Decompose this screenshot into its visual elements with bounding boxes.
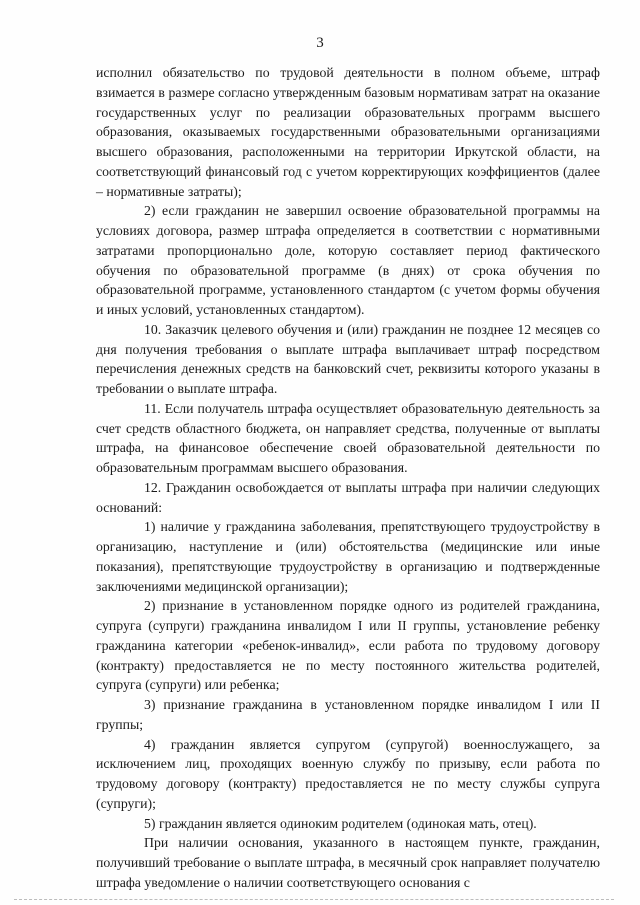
paragraph-ground-4: 4) гражданин является супругом (супругой) военнослужащего, за исключением лиц, проходящих военную службу по призыву, если работа по трудовому договору (контракту) предоставляется не по месту службы супруга (супруги);: [96, 736, 600, 811]
scan-edge-line: [14, 899, 614, 900]
paragraph-continuation: исполнил обязательство по трудовой деятельности в полном объеме, штраф взимается в размере согласно утвержденным базовым нормативам затрат на оказание государственных услуг по реализации образовательных программ высшего образования, оказываемых государственными образовательными организациями высшего образования, расположенными на территории Иркутской области, на соответствующий финансовый год с учетом корректирующих коэффициентов (далее – нормативные затраты);: [96, 65, 600, 199]
paragraph-ground-5: 5) гражданин является одиноким родителем (одинокая мать, отец).: [144, 815, 537, 831]
paragraph-clause-12: 12. Гражданин освобождается от выплаты штрафа при наличии следующих оснований:: [96, 479, 600, 515]
paragraph-ground-3: 3) признание гражданина в установленном порядке инвалидом I или II группы;: [96, 697, 600, 732]
paragraph-clause-11: 11. Если получатель штрафа осуществляет образовательную деятельность за счет средств областного бюджета, он направляет средства, полученные от выплаты штрафа, на финансовое обеспечение своей образовательной деятельности по образовательным программам высшего образования.: [96, 400, 600, 475]
paragraph-ground-1: 1) наличие у гражданина заболевания, препятствующего трудоустройству в организацию, наступление и (или) обстоятельства (медицинские или иные показания), препятствующие трудоустройству в организацию и подтвержденные заключениями медицинской организации);: [96, 519, 600, 594]
document-body: [96, 63, 600, 893]
paragraph-notification: При наличии основания, указанного в настоящем пункте, гражданин, получивший требование о выплате штрафа, в месячный срок направляет получателю штрафа уведомление о наличии соответствующего основания с: [96, 835, 600, 890]
page-number: 3: [316, 35, 324, 51]
paragraph-clause-10: 10. Заказчик целевого обучения и (или) гражданин не позднее 12 месяцев со дня получения требования о выплате штрафа выплачивает штраф посредством перечисления денежных средств на банковский счет, реквизиты которого указаны в требовании о выплате штрафа.: [96, 321, 600, 396]
paragraph-item-2: 2) если гражданин не завершил освоение образовательной программы на условиях договора, размер штрафа определяется в соответствии с нормативными затратами пропорционально доле, которую составляет период фактического обучения по образовательной программе (в днях) от срока обучения по образовательной программе, установленного стандартом (с учетом формы обучения и иных условий, установленных стандартом).: [96, 203, 600, 317]
paragraph-ground-2: 2) признание в установленном порядке одного из родителей гражданина, супруга (супруги) гражданина инвалидом I или II группы, установление ребенку гражданина категории «ребенок-инвалид», если работа по трудовому договору (контракту) предоставляется не по месту постоянного жительства родителей, супруга (супруги) или ребенка;: [96, 598, 600, 693]
